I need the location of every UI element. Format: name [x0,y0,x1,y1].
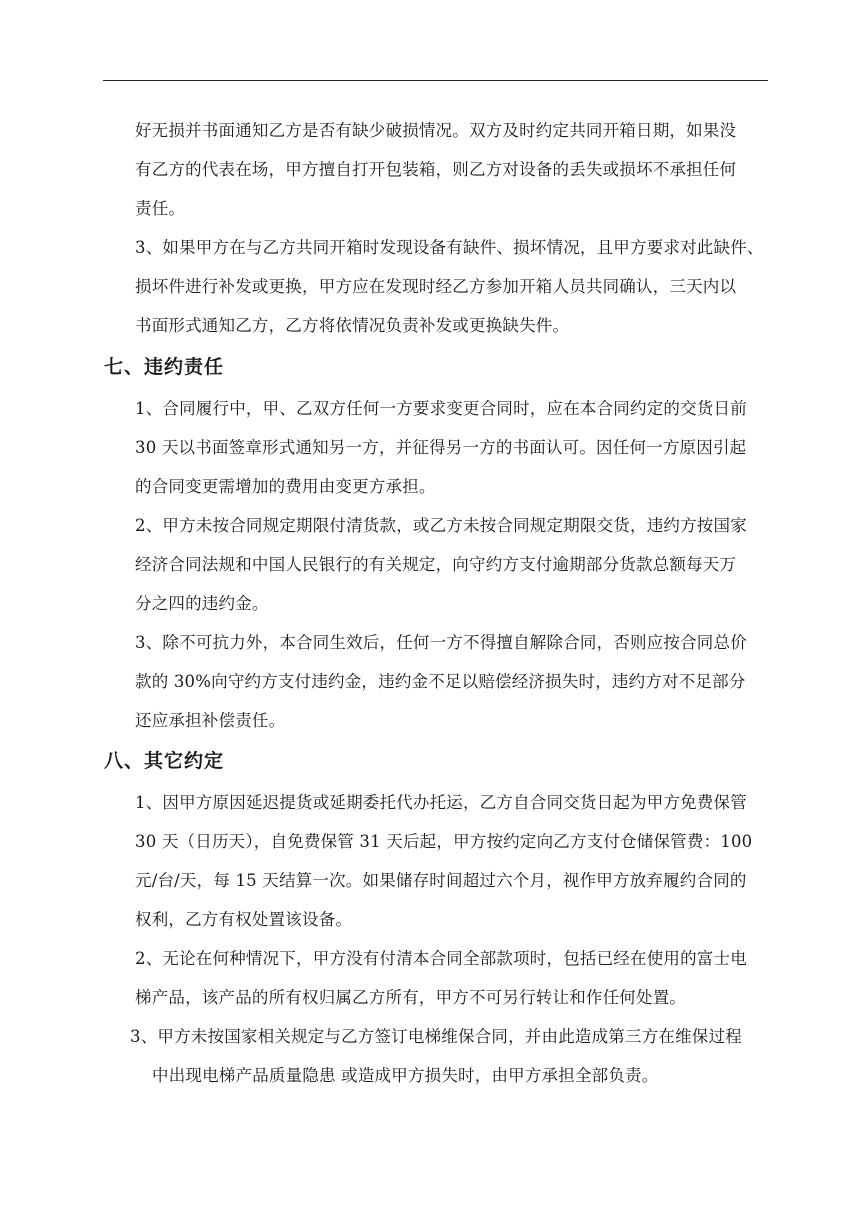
paragraph-line: 权利，乙方有权处置该设备。 [135,910,353,929]
paragraph-line: 元/台/天，每 15 天结算一次。如果储存时间超过六个月，视作甲方放弃履约合同的 [135,871,747,890]
paragraph-line: 3、甲方未按国家相关规定与乙方签订电梯维保合同，并由此造成第三方在维保过程 [130,1027,742,1046]
paragraph-line: 好无损并书面通知乙方是否有缺少破损情况。双方及时约定共同开箱日期，如果没 [135,121,737,140]
paragraph-line: 还应承担补偿责任。 [135,711,286,730]
section-heading-7: 七、违约责任 [104,356,225,378]
paragraph-line: 经济合同法规和中国人民银行的有关规定，向守约方支付逾期部分货款总额每天万 [135,555,737,574]
paragraph-line: 有乙方的代表在场，甲方擅自打开包装箱，则乙方对设备的丢失或损坏不承担任何 [135,160,737,179]
paragraph-line: 款的 30%向守约方支付违约金，违约金不足以赔偿经济损失时，违约方对不足部分 [135,672,746,691]
paragraph-line: 2、甲方未按合同规定期限付清货款，或乙方未按合同规定期限交货，违约方按国家 [135,516,747,535]
paragraph-line: 梯产品，该产品的所有权归属乙方所有，甲方不可另行转让和作任何处置。 [135,988,687,1007]
paragraph-line: 分之四的违约金。 [135,594,269,613]
paragraph-line: 1、因甲方原因延迟提货或延期委托代办托运，乙方自合同交货日起为甲方免费保管 [135,793,747,812]
paragraph-line: 中出现电梯产品质量隐患 或造成甲方损失时，由甲方承担全部负责。 [152,1066,659,1085]
paragraph-line: 1、合同履行中，甲、乙双方任何一方要求变更合同时，应在本合同约定的交货日前 [135,399,747,418]
paragraph-line: 损坏件进行补发或更换，甲方应在发现时经乙方参加开箱人员共同确认，三天内以 [135,277,737,296]
paragraph-line: 30 天（日历天），自免费保管 31 天后起，甲方按约定向乙方支付仓储保管费：100 [135,832,753,851]
paragraph-line: 书面形式通知乙方，乙方将依情况负责补发或更换缺失件。 [135,316,570,335]
section-heading-8: 八、其它约定 [104,750,225,772]
paragraph-line: 责任。 [135,199,186,218]
paragraph-line: 2、无论在何种情况下，甲方没有付清本合同全部款项时，包括已经在使用的富士电 [135,949,747,968]
header-rule [103,80,768,81]
paragraph-line: 的合同变更需增加的费用由变更方承担。 [135,477,436,496]
paragraph-line: 3、如果甲方在与乙方共同开箱时发现设备有缺件、损坏情况，且甲方要求对此缺件、 [135,238,764,257]
paragraph-line: 30 天以书面签章形式通知另一方，并征得另一方的书面认可。因任何一方原因引起 [135,438,747,457]
paragraph-line: 3、除不可抗力外，本合同生效后，任何一方不得擅自解除合同，否则应按合同总价 [135,633,747,652]
